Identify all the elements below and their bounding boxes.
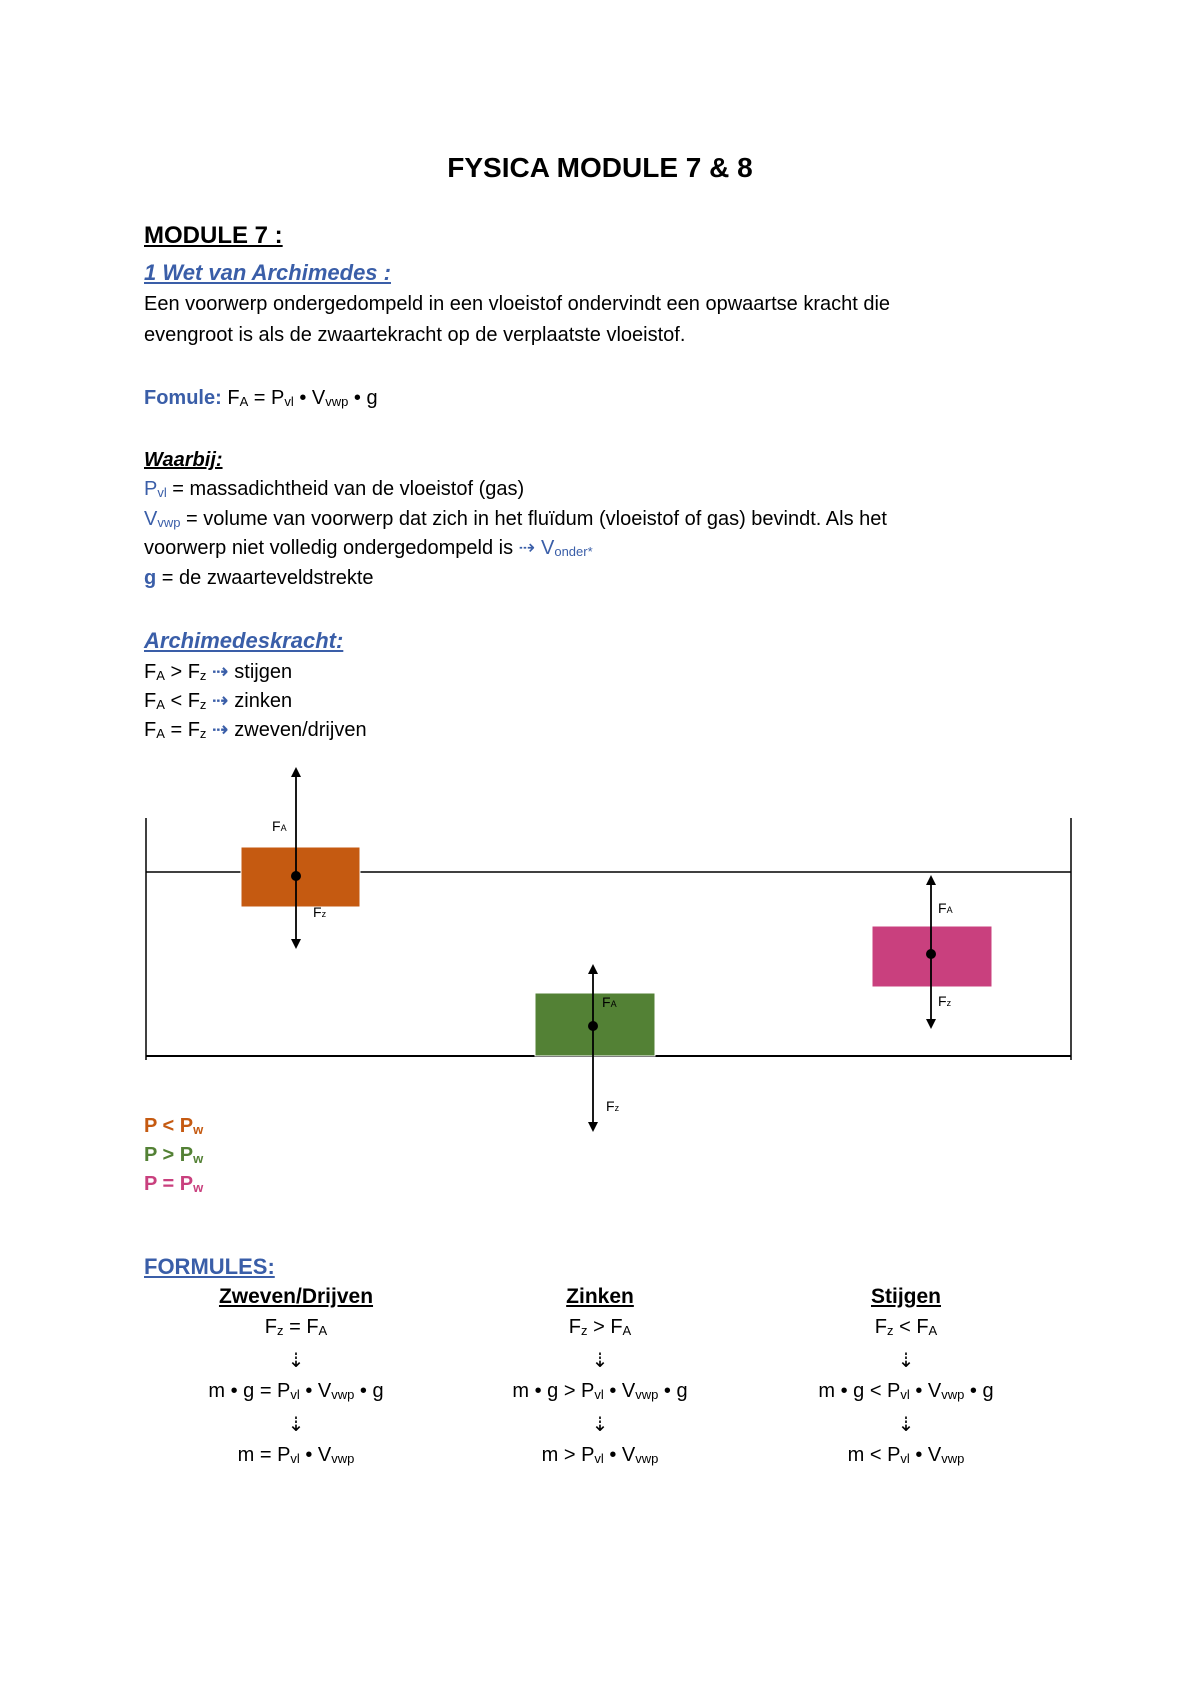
density-sub: w: [193, 1180, 204, 1195]
formule-mass: [756, 1440, 1056, 1474]
v-text: = volume van voorwerp dat zich in het fluïdum (vloeistof of gas) bevindt. Als het: [180, 508, 887, 530]
result-text: zweven/drijven: [234, 719, 367, 741]
formule-mass: [450, 1440, 750, 1474]
fa-symbol: F: [144, 690, 157, 712]
formule-force-relation: [146, 1312, 446, 1346]
v-sub: vwp: [635, 1387, 659, 1402]
down-arrow-icon: ⇣: [591, 1414, 609, 1436]
down-arrow-icon: ⇣: [287, 1414, 305, 1436]
vonder-symbol: V: [541, 537, 555, 559]
fa-symbol: F: [306, 1316, 319, 1338]
formule-mass: [146, 1440, 446, 1474]
fa-symbol: F: [916, 1316, 929, 1338]
down-arrow-icon: ⇣: [591, 1350, 609, 1372]
p-text: = massadichtheid van de vloeistof (gas): [166, 478, 525, 500]
mass-left: m > P: [541, 1444, 595, 1466]
p-sub: vl: [157, 485, 167, 500]
arrow-icon: ⇢: [206, 719, 235, 741]
relation-symbol: <: [893, 1316, 917, 1338]
formule-force-relation: [756, 1312, 1056, 1346]
fz-sub: z: [277, 1323, 284, 1338]
arrow-icon: ⇢: [206, 690, 235, 712]
v-symbol: V: [144, 508, 158, 530]
density-row: [144, 1141, 203, 1173]
density-sub: w: [193, 1122, 204, 1137]
fz-symbol: F: [568, 1316, 582, 1338]
density-relation: P = P: [144, 1173, 194, 1195]
down-arrow-icon: ⇣: [287, 1350, 305, 1372]
p-sub: vl: [594, 1451, 604, 1466]
waarbij-heading: Waarbij:: [144, 449, 223, 471]
formula-dot-g: • g: [348, 387, 378, 409]
formule-column: [756, 1282, 1056, 1474]
expanded-left: m • g < P: [818, 1380, 901, 1402]
formule-column-title: Stijgen: [870, 1285, 941, 1308]
v-sub: vwp: [635, 1451, 659, 1466]
green-fa-label: FA: [602, 994, 617, 1010]
formule-column-title: Zinken: [566, 1285, 634, 1308]
density-row: [144, 1170, 203, 1202]
density-relation: P < P: [144, 1115, 194, 1137]
fz-sub: z: [199, 726, 207, 741]
green-center-dot: [588, 1021, 598, 1031]
dot-v: • V: [909, 1444, 942, 1466]
formula-v-sub: vwp: [325, 394, 349, 409]
result-text: zinken: [234, 690, 293, 712]
dot-g: • g: [658, 1380, 688, 1402]
arrow-icon: ⇢: [206, 661, 235, 683]
fa-symbol: F: [144, 661, 157, 683]
page-title: FYSICA MODULE 7 & 8: [447, 152, 753, 183]
dot-g: • g: [964, 1380, 994, 1402]
fa-symbol: F: [144, 719, 157, 741]
green-fz-label: Fz: [606, 1098, 620, 1114]
formules-heading: FORMULES:: [144, 1254, 275, 1279]
p-sub: vl: [594, 1387, 604, 1402]
pink-center-dot: [926, 949, 936, 959]
fa-sub: A: [318, 1323, 328, 1338]
fz-symbol: F: [874, 1316, 888, 1338]
density-row: [144, 1112, 203, 1144]
fa-sub: A: [928, 1323, 938, 1338]
relation-symbol: =: [164, 719, 188, 741]
formule-expanded: [450, 1376, 750, 1410]
fz-symbol: F: [187, 661, 200, 683]
v-sub: vwp: [941, 1451, 965, 1466]
formule-column: [146, 1282, 446, 1474]
dot-g: • g: [354, 1380, 384, 1402]
v-sub: vwp: [157, 515, 181, 530]
formula-dot-v: • V: [293, 387, 326, 409]
paragraph-line-2: evengroot is als de zwaartekracht op de verplaatste vloeistof.: [144, 324, 686, 346]
orange-center-dot: [291, 871, 301, 881]
arrow-icon: ⇢: [518, 537, 536, 559]
down-arrow-icon: ⇣: [897, 1414, 915, 1436]
down-arrow-icon: ⇣: [897, 1350, 915, 1372]
dot-v: • V: [909, 1380, 942, 1402]
orange-fz-label: Fz: [313, 904, 327, 920]
p-sub: vl: [290, 1451, 300, 1466]
fz-symbol: F: [187, 690, 200, 712]
vonder-sub: onder*: [554, 544, 593, 559]
formule-expanded: [146, 1376, 446, 1410]
relation-symbol: >: [164, 661, 188, 683]
formula-eq: = P: [248, 387, 285, 409]
mass-left: m = P: [237, 1444, 291, 1466]
expanded-left: m • g > P: [512, 1380, 595, 1402]
fz-sub: z: [199, 668, 207, 683]
result-text: stijgen: [234, 661, 293, 683]
p-symbol: P: [144, 478, 158, 500]
expanded-left: m • g = P: [208, 1380, 291, 1402]
density-relation: P > P: [144, 1144, 194, 1166]
fa-sub: A: [156, 697, 165, 712]
g-text: = de zwaarteveldstrekte: [156, 567, 374, 589]
formule-column: [450, 1282, 750, 1474]
fa-sub: A: [156, 726, 165, 741]
fz-symbol: F: [187, 719, 200, 741]
mass-left: m < P: [847, 1444, 901, 1466]
v-text-2: voorwerp niet volledig ondergedompeld is: [144, 537, 519, 559]
v-sub: vwp: [331, 1451, 355, 1466]
pink-fz-label: Fz: [938, 993, 952, 1009]
formula-label: Fomule:: [144, 387, 222, 409]
pink-fa-label: FA: [938, 900, 953, 916]
dot-v: • V: [299, 1444, 332, 1466]
v-sub: vwp: [331, 1387, 355, 1402]
formule-expanded: [756, 1376, 1056, 1410]
fa-sub: A: [622, 1323, 632, 1338]
p-sub: vl: [900, 1387, 910, 1402]
p-sub: vl: [900, 1451, 910, 1466]
fz-symbol: F: [264, 1316, 278, 1338]
paragraph-line-1: Een voorwerp ondergedompeld in een vloeistof ondervindt een opwaartse kracht die: [144, 293, 891, 315]
formula-p-sub: vl: [284, 394, 294, 409]
p-sub: vl: [290, 1387, 300, 1402]
relation-symbol: >: [587, 1316, 611, 1338]
fa-sub: A: [156, 668, 165, 683]
formula-f-sub: A: [239, 394, 249, 409]
g-symbol: g: [144, 567, 157, 589]
fz-sub: z: [199, 697, 207, 712]
relation-symbol: <: [164, 690, 188, 712]
fa-symbol: F: [610, 1316, 623, 1338]
section-heading-archimedes: 1 Wet van Archimedes :: [144, 260, 391, 285]
dot-v: • V: [603, 1380, 636, 1402]
relation-symbol: =: [283, 1316, 307, 1338]
formula-f: F: [227, 387, 240, 409]
dot-v: • V: [299, 1380, 332, 1402]
formule-force-relation: [450, 1312, 750, 1346]
fz-sub: z: [581, 1323, 588, 1338]
archimedeskracht-heading: Archimedeskracht:: [144, 628, 344, 653]
density-sub: w: [193, 1151, 204, 1166]
dot-v: • V: [603, 1444, 636, 1466]
v-sub: vwp: [941, 1387, 965, 1402]
orange-fa-label: FA: [272, 818, 287, 834]
module-heading: MODULE 7 :: [144, 222, 283, 249]
formule-column-title: Zweven/Drijven: [218, 1285, 374, 1308]
fz-sub: z: [887, 1323, 894, 1338]
